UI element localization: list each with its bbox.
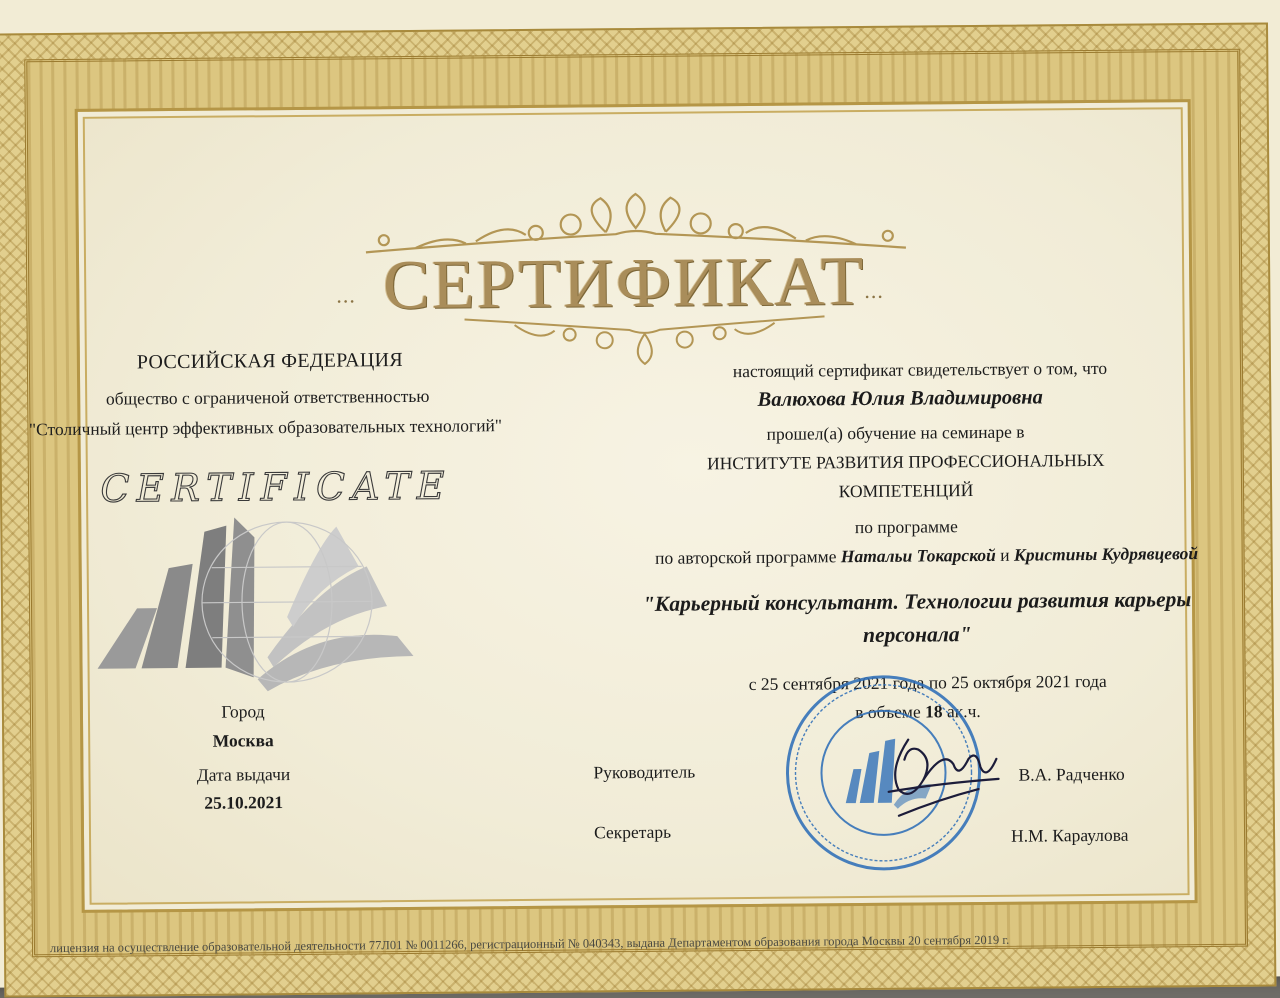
volume-prefix: в объеме (855, 701, 921, 723)
title-dots-right: ... (864, 277, 884, 303)
city-label: Город (221, 701, 265, 722)
book-globe-logo-icon (96, 506, 418, 699)
license-footnote: лицензия на осуществление образовательной деятельности 77Л01 № 0011266, регистрационный № 040343, выдана Департаментом образования города Москвы 20 сентября 2019 г. (49, 932, 1010, 956)
author-2: Кристины Кудрявцевой (1013, 543, 1199, 565)
head-label: Руководитель (593, 761, 696, 783)
issuer-org-type: общество с ограниченой ответственностью (105, 385, 430, 409)
institute-line-1: ИНСТИТУТЕ РАЗВИТИЯ ПРОФЕССИОНАЛЬНЫХ (706, 449, 1105, 474)
volume-suffix: ак.ч. (946, 701, 981, 722)
author-and: и (1000, 544, 1010, 565)
recipient-name: Валюхова Юлия Владимировна (757, 386, 1043, 411)
secretary-name: Н.М. Караулова (1010, 824, 1129, 846)
testify-text: настоящий сертификат свидетельствует о том, что (732, 357, 1108, 382)
signature-icon (868, 719, 1009, 830)
city-value: Москва (212, 730, 274, 751)
title-dots-left: ... (336, 282, 356, 308)
course-title-line-2: персонала" (862, 622, 972, 648)
trained-text: прошел(а) обучение на семинаре в (766, 421, 1025, 444)
issue-date-label: Дата выдачи (196, 764, 291, 785)
head-name: В.А. Радченко (1018, 763, 1125, 785)
secretary-label: Секретарь (593, 821, 672, 843)
certificate-title: СЕРТИФИКАТ (382, 242, 866, 325)
certificate-english-title: CERTIFICATE (100, 463, 452, 511)
issue-date-value: 25.10.2021 (204, 792, 284, 813)
author-prefix: по авторской программе (655, 546, 837, 568)
program-label: по программе (854, 516, 958, 538)
author-1: Натальи Токарской (840, 544, 996, 567)
volume-hours: 18 (924, 701, 943, 722)
course-period: с 25 сентября 2021 года по 25 октября 2021 года (748, 670, 1107, 695)
issuer-org-name: "Столичный центр эффективных образовательных технологий" (28, 415, 503, 440)
institute-line-2: КОМПЕТЕНЦИЙ (838, 480, 974, 502)
course-title-line-1: "Карьерный консультант. Технологии развития карьеры (642, 587, 1192, 616)
issuer-country: РОССИЙСКАЯ ФЕДЕРАЦИЯ (136, 349, 404, 374)
